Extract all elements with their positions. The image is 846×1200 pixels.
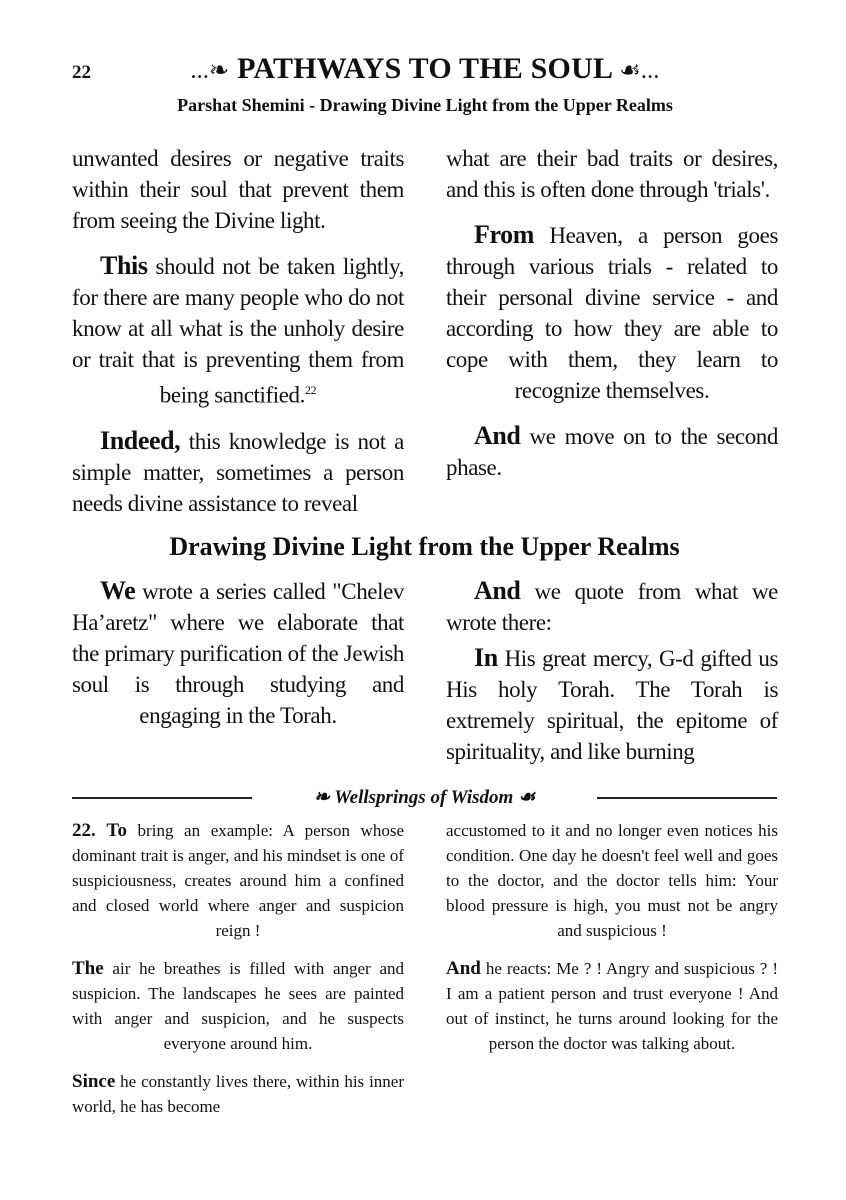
lead-word: 22. To [72,820,127,841]
footnote-paragraph [72,956,404,1056]
section-left-column [72,575,404,745]
paragraph-text: wrote a series called "Chelev Ha’aretz" where we elaborate that the primary purification of the Jewish soul is through studying and engaging in the Torah. [72,579,404,728]
paragraph-text: we move on to the second phase. [446,424,778,480]
paragraph-text: he reacts: Me ? ! Angry and suspicious ? ! I am a patient person and trust everyone ! And out of instinct, he turns around looking for the person the doctor was talking about. [446,959,778,1053]
divider-line [597,797,777,799]
ornament-left-icon: ❧ [313,787,335,808]
lead-word: Indeed, [100,425,181,455]
lead-word: We [100,576,136,605]
paragraph [72,250,404,411]
paragraph [72,575,404,731]
book-title [130,52,720,86]
paragraph [446,642,778,767]
lead-word: Since [72,1071,116,1092]
paragraph-text: air he breathes is filled with anger and suspicion. The landscapes he sees are painted with anger and suspicion, and he suspects everyone around him. [72,959,404,1053]
paragraph-text: he constantly lives there, within his inner world, he has become [72,1072,404,1116]
footnotes-divider [72,786,777,810]
lead-word: And [474,421,521,450]
paragraph-text: we quote from what we wrote there: [446,579,778,635]
paragraph [446,575,778,638]
lead-word: In [474,643,498,672]
lead-word: And [446,958,481,979]
chapter-subtitle: Parshat Shemini - Drawing Divine Light from the Upper Realms [177,95,673,115]
ornament-right-icon: ☙ [513,787,536,808]
paragraph [446,143,778,205]
section-heading: Drawing Divine Light from the Upper Realms [169,532,680,561]
paragraph-text: His great mercy, G-d gifted us His holy Torah. The Torah is extremely spiritual, the epitome of spirituality, and like burning [446,646,778,764]
paragraph-text: bring an example: A person whose dominant trait is anger, and his mindset is one of suspiciousness, creates around him a confined and closed world where anger and suspicion reign ! [72,821,404,940]
footnotes-left-column [72,818,404,1132]
paragraph [446,420,778,483]
ornament-left-icon: ...❧ [190,58,230,84]
paragraph-text: accustomed to it and no longer even notices his condition. One day he doesn't feel well and goes to the doctor, and the doctor tells him: Your blood pressure is high, you must not be angry and suspicious ! [446,821,778,940]
paragraph-text: this knowledge is not a simple matter, sometimes a person needs divine assistance to reveal [72,428,404,516]
lead-word: This [100,251,148,280]
footnote-ref[interactable]: 22 [305,383,317,397]
ornament-right-icon: ☙... [619,58,660,84]
page-number: 22 [72,62,91,83]
book-title-text: PATHWAYS TO THE SOUL [237,52,612,85]
paragraph [72,425,404,519]
paragraph [446,219,778,406]
paragraph-text: Heaven, a person goes through various trials - related to their personal divine service - and according to how they are able to cope with them, they learn to recognize themselves. [446,223,778,403]
top-left-column [72,143,404,533]
section-right-column [446,575,778,781]
lead-word: And [474,576,521,605]
footnotes-right-column [446,818,778,1069]
paragraph [72,143,404,236]
lead-word: From [474,220,535,249]
footnote-paragraph [72,818,404,943]
paragraph-text: should not be taken lightly, for there are many people who do not know at all what is the unholy desire or trait that is preventing them from being sanctified. [72,254,404,408]
lead-word: The [72,958,104,979]
paragraph-text: what are their bad traits or desires, and this is often done through 'trials'. [446,146,778,202]
top-right-column [446,143,778,497]
footnote-paragraph [446,956,778,1056]
footnote-paragraph [72,1069,404,1119]
footnotes-divider-text: Wellsprings of Wisdom [334,787,514,808]
footnote-paragraph [446,818,778,943]
paragraph-text: unwanted desires or negative traits within their soul that prevent them from seeing the Divine light. [72,146,404,233]
